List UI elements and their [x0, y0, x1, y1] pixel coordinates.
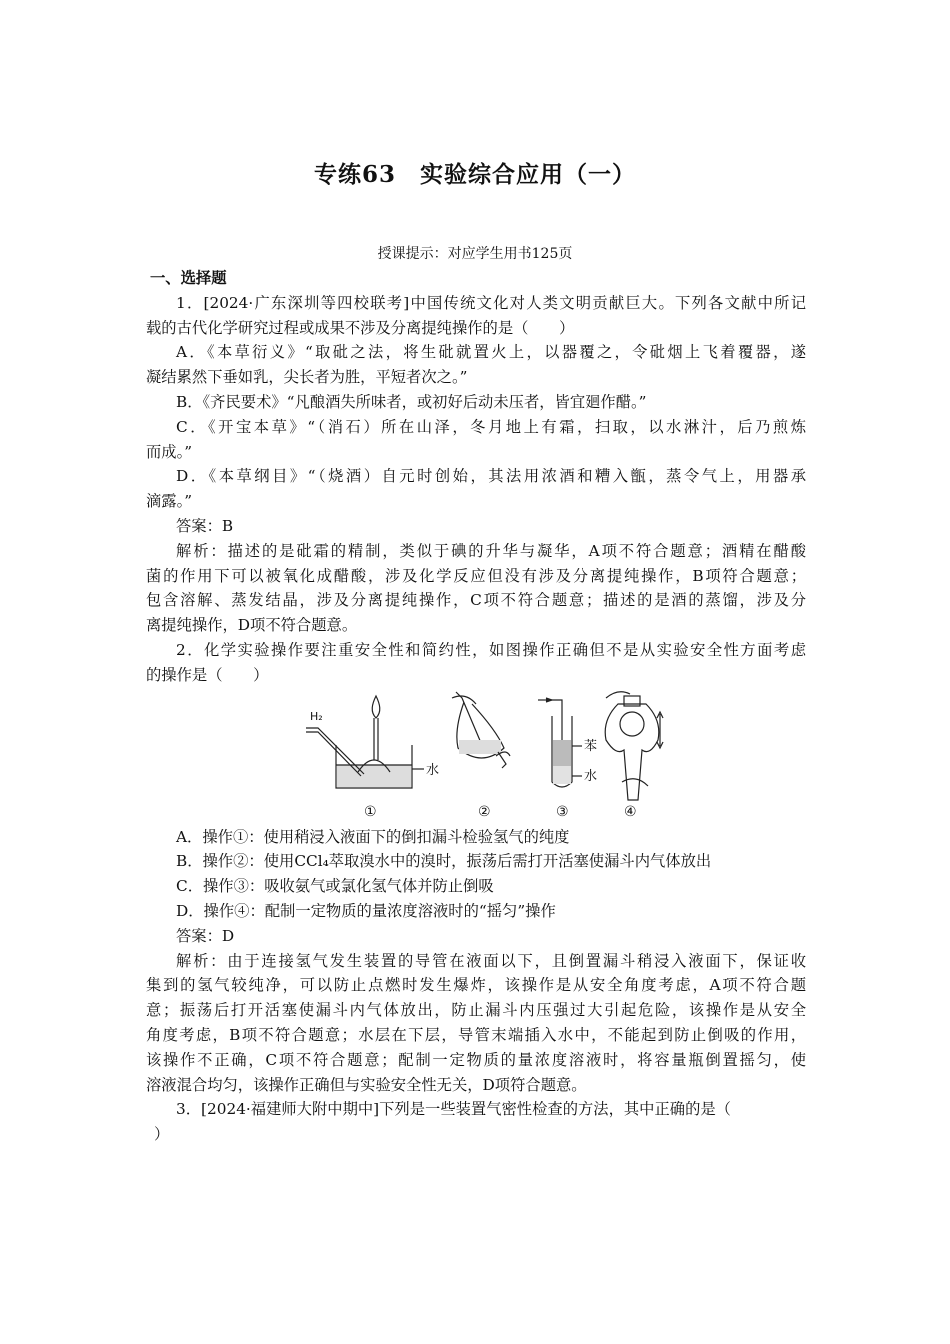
page-title: 专练63 实验综合应用（一）	[313, 161, 636, 188]
figure-number-1: ①	[364, 803, 377, 820]
figure-number-3: ③	[556, 803, 569, 820]
option-a-line: A．操作①：使用稍浸入液面下的倒扣漏斗检验氢气的纯度	[176, 827, 570, 846]
analysis-line: 集到的氢气较纯净，可以防止点燃时发生爆炸，该操作是从安全角度考虑，A项不符合题	[146, 976, 806, 995]
section-heading: 一、选择题	[150, 269, 227, 287]
figure-label-h2: H₂	[310, 709, 323, 723]
question-stem-line: 2．化学实验操作要注重安全性和简约性，如图操作正确但不是从实验安全性方面考虑	[176, 640, 806, 659]
question-1	[146, 291, 806, 638]
apparatus-3	[538, 698, 582, 787]
analysis-line: 包含溶解、蒸发结晶，涉及分离提纯操作，C项不符合题意；描述的是酒的蒸馏，涉及分	[146, 591, 806, 610]
option-a-line: A．《本草衍义》“取砒之法，将生砒就置火上，以器覆之，令砒烟上飞着覆器，遂	[176, 343, 806, 362]
option-c-line: C．操作③：吸收氨气或氯化氢气体并防止倒吸	[176, 877, 494, 896]
question-stem-line: ）	[154, 1125, 170, 1144]
option-d-line: D．《本草纲目》“（烧酒）自元时创始，其法用浓酒和糟入甑，蒸令气上，用器承	[176, 467, 806, 486]
analysis-line: 溶液混合均匀，该操作正确但与实验安全性无关，D项符合题意。	[146, 1075, 587, 1094]
question-stem-line: 载的古代化学研究过程或成果不涉及分离提纯操作的是（ ）	[146, 318, 575, 337]
figure-number-4: ④	[624, 803, 637, 820]
question-3	[146, 1097, 806, 1147]
apparatus-figure	[146, 688, 806, 825]
apparatus-2	[452, 692, 510, 768]
question-2	[146, 638, 806, 1097]
answer-line: 答案：D	[176, 926, 235, 945]
apparatus-1	[306, 696, 424, 788]
apparatus-drawing	[306, 690, 666, 824]
option-a-line: 凝结累然下垂如乳，尖长者为胜，平短者次之。”	[146, 368, 468, 387]
textbook-hint: 授课提示：对应学生用书125页	[377, 246, 573, 262]
apparatus-4	[605, 691, 663, 799]
option-b-line: B．操作②：使用CCl₄萃取溴水中的溴时，振荡后需打开活塞使漏斗内气体放出	[176, 852, 712, 871]
figure-label-water-1: 水	[426, 762, 440, 778]
analysis-line: 解析：由于连接氢气发生装置的导管在液面以下，且倒置漏斗稍浸入液面下，保证收	[176, 951, 806, 970]
option-b-line: B．《齐民要术》“凡酿酒失所味者，或初好后动未压者，皆宜廻作醋。”	[176, 392, 647, 411]
question-stem-line: 1．[2024·广东深圳等四校联考]中国传统文化对人类文明贡献巨大。下列各文献中所记	[176, 293, 806, 312]
figure-label-benzene: 苯	[584, 738, 598, 754]
option-d-line: D．操作④：配制一定物质的量浓度溶液时的“摇匀”操作	[176, 901, 556, 920]
question-stem-line: 3．[2024·福建师大附中期中]下列是一些装置气密性检查的方法，其中正确的是（	[176, 1100, 731, 1119]
analysis-line: 意；振荡后打开活塞使漏斗内气体放出，防止漏斗内压强过大引起危险，该操作是从安全	[146, 1001, 806, 1020]
option-c-line: C．《开宝本草》“（消石）所在山泽，冬月地上有霜，扫取，以水淋汁，后乃煎炼	[176, 417, 806, 436]
analysis-line: 离提纯操作，D项不符合题意。	[146, 616, 358, 635]
answer-line: 答案：B	[176, 516, 234, 535]
question-stem-line: 的操作是（ ）	[146, 665, 269, 684]
analysis-line: 角度考虑，B项不符合题意；水层在下层，导管末端插入水中，不能起到防止倒吸的作用，	[146, 1025, 806, 1044]
option-c-line: 而成。”	[146, 442, 193, 461]
figure-label-water-3: 水	[584, 768, 598, 784]
analysis-line: 解析：描述的是砒霜的精制，类似于碘的升华与凝华，A项不符合题意；酒精在醋酸	[176, 541, 806, 560]
analysis-line: 菌的作用下可以被氧化成醋酸，涉及化学反应但没有涉及分离提纯操作，B项符合题意；	[146, 566, 806, 585]
figure-number-2: ②	[478, 803, 491, 820]
analysis-line: 该操作不正确，C项不符合题意；配制一定物质的量浓度溶液时，将容量瓶倒置摇匀，使	[146, 1050, 806, 1069]
option-d-line: 滴露。”	[146, 492, 193, 511]
document-body	[146, 266, 806, 1147]
